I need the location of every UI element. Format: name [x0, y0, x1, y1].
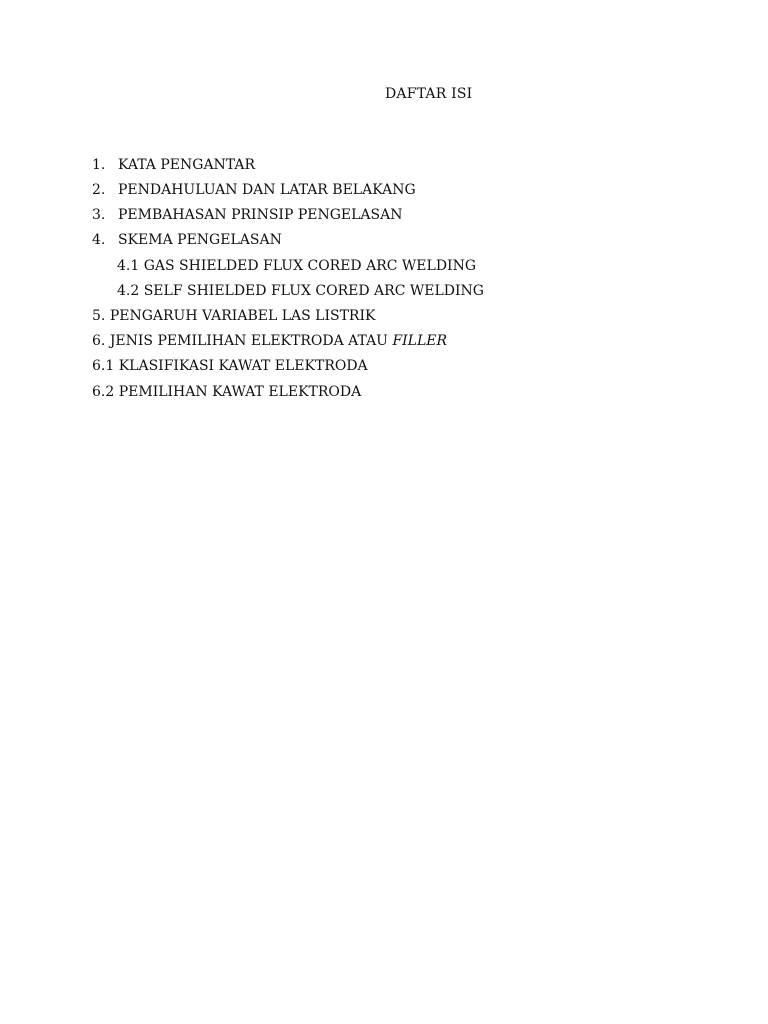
toc-entry-label: PEMILIHAN KAWAT ELEKTRODA: [118, 384, 362, 400]
toc-entry-label: SELF SHIELDED FLUX CORED ARC WELDING: [143, 283, 484, 299]
toc-subentry-4-2: [117, 282, 484, 300]
toc-entry-label: PENGARUH VARIABEL LAS LISTRIK: [109, 308, 376, 324]
toc-entry-label: JENIS PEMILIHAN ELEKTRODA ATAU: [109, 333, 388, 349]
toc-entry-4: [92, 231, 282, 249]
toc-subentry-6-1: [92, 357, 368, 375]
toc-entry-3: [92, 206, 402, 224]
toc-entry-number: 6.: [92, 333, 106, 349]
toc-entry-number: 6.2: [92, 384, 115, 400]
toc-entry-number: 6.1: [92, 358, 115, 374]
toc-entry-6: [92, 332, 447, 350]
toc-entry-5: [92, 307, 375, 325]
toc-entry-label: GAS SHIELDED FLUX CORED ARC WELDING: [143, 258, 477, 274]
toc-subentry-4-1: [117, 257, 476, 275]
page-title: DAFTAR ISI: [385, 86, 473, 102]
toc-entry-label: SKEMA PENGELASAN: [118, 232, 282, 248]
toc-entry-number: 4.2: [117, 283, 140, 299]
toc-entry-label: PEMBAHASAN PRINSIP PENGELASAN: [118, 207, 403, 223]
toc-subentry-6-2: [92, 383, 361, 401]
toc-entry-number: 5.: [92, 308, 106, 324]
toc-entry-label-italic: FILLER: [392, 333, 448, 349]
toc-entry-number: 2.: [92, 182, 106, 198]
toc-entry-number: 1.: [92, 157, 106, 173]
toc-entry-2: [92, 181, 416, 199]
toc-entry-label: KLASIFIKASI KAWAT ELEKTRODA: [118, 358, 368, 374]
toc-entry-label: KATA PENGANTAR: [118, 157, 256, 173]
toc-entry-number: 4.1: [117, 258, 140, 274]
toc-entry-number: 3.: [92, 207, 106, 223]
toc-entry-number: 4.: [92, 232, 106, 248]
toc-entry-label: PENDAHULUAN DAN LATAR BELAKANG: [118, 182, 416, 198]
toc-entry-1: [92, 156, 255, 174]
